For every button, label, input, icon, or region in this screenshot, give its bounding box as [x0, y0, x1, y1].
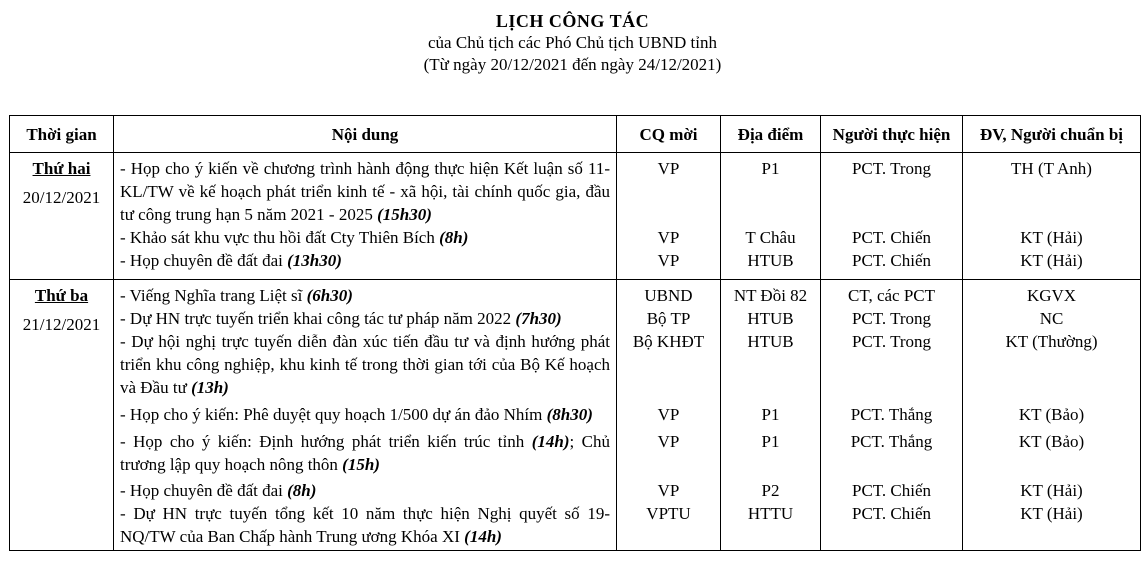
row-location: HTTU [721, 502, 821, 551]
row-preparer: TH (T Anh) [963, 153, 1141, 227]
table-row [10, 502, 1141, 551]
row-inviter: UBND [617, 279, 721, 307]
document-header [0, 10, 1145, 76]
row-location: HTUB [721, 307, 821, 330]
row-content: - Khảo sát khu vực thu hồi đất Cty Thiên Bích (8h) [114, 226, 617, 249]
row-inviter: Bộ TP [617, 307, 721, 330]
schedule-table [9, 115, 1141, 551]
column-header-time: Thời gian [10, 116, 114, 153]
column-header-location: Địa điểm [721, 116, 821, 153]
day-name: Thứ ba [34, 285, 89, 305]
table-row [10, 279, 1141, 307]
row-content: - Họp cho ý kiến về chương trình hành động thực hiện Kết luận số 11-KL/TW về kế hoạch phát triển kinh tế - xã hội, tài chính quốc gia, đầu tư công trung hạn 5 năm 2021 - 2025 (15h30) [114, 153, 617, 227]
day-date: 20/12/2021 [22, 188, 101, 207]
table-row [10, 399, 1141, 426]
row-location: HTUB [721, 249, 821, 279]
row-performer: PCT. Trong [821, 307, 963, 330]
row-location: HTUB [721, 330, 821, 399]
row-content: - Họp chuyên đề đất đai (13h30) [114, 249, 617, 279]
row-content: - Dự hội nghị trực tuyến diễn đàn xúc tiến đầu tư và định hướng phát triển khu công nghiệp, khu kinh tế trong thời gian tới của Bộ Kế hoạch và Đầu tư (13h) [114, 330, 617, 399]
table-header-row [10, 116, 1141, 153]
row-performer: PCT. Chiến [821, 502, 963, 551]
row-preparer: NC [963, 307, 1141, 330]
row-preparer: KGVX [963, 279, 1141, 307]
row-location: P2 [721, 476, 821, 502]
table-row [10, 307, 1141, 330]
row-location: P1 [721, 426, 821, 476]
column-header-performer: Người thực hiện [821, 116, 963, 153]
row-location: P1 [721, 153, 821, 227]
row-inviter: VPTU [617, 502, 721, 551]
row-preparer: KT (Hải) [963, 249, 1141, 279]
row-inviter: VP [617, 226, 721, 249]
row-performer: PCT. Trong [821, 330, 963, 399]
table-row [10, 426, 1141, 476]
day-cell [10, 279, 114, 550]
table-row [10, 226, 1141, 249]
row-content: - Dự HN trực tuyến tổng kết 10 năm thực hiện Nghị quyết số 19-NQ/TW của Ban Chấp hành Trung ương Khóa XI (14h) [114, 502, 617, 551]
table-row [10, 153, 1141, 227]
row-location: T Châu [721, 226, 821, 249]
row-performer: PCT. Chiến [821, 249, 963, 279]
column-header-preparer: ĐV, Người chuẩn bị [963, 116, 1141, 153]
table-row [10, 476, 1141, 502]
day-name: Thứ hai [32, 159, 91, 178]
row-preparer: KT (Hải) [963, 226, 1141, 249]
row-performer: PCT. Chiến [821, 476, 963, 502]
row-inviter: Bộ KHĐT [617, 330, 721, 399]
date-range: (Từ ngày 20/12/2021 đến ngày 24/12/2021) [423, 55, 722, 74]
document-subtitle: của Chủ tịch các Phó Chủ tịch UBND tỉnh [428, 33, 717, 52]
row-content: - Họp cho ý kiến: Phê duyệt quy hoạch 1/500 dự án đảo Nhím (8h30) [114, 399, 617, 426]
row-inviter: VP [617, 249, 721, 279]
row-inviter: VP [617, 476, 721, 502]
column-header-content: Nội dung [114, 116, 617, 153]
row-content: - Họp cho ý kiến: Định hướng phát triển kiến trúc tỉnh (14h); Chủ trương lập quy hoạch nông thôn (15h) [114, 426, 617, 476]
row-performer: CT, các PCT [821, 279, 963, 307]
table-row [10, 249, 1141, 279]
day-date: 21/12/2021 [22, 314, 101, 334]
row-content: - Dự HN trực tuyến triển khai công tác tư pháp năm 2022 (7h30) [114, 307, 617, 330]
row-inviter: VP [617, 153, 721, 227]
row-location: NT Đồi 82 [721, 279, 821, 307]
row-content: - Họp chuyên đề đất đai (8h) [114, 476, 617, 502]
document-title: LỊCH CÔNG TÁC [495, 11, 650, 31]
row-performer: PCT. Trong [821, 153, 963, 227]
row-performer: PCT. Chiến [821, 226, 963, 249]
row-inviter: VP [617, 399, 721, 426]
row-location: P1 [721, 399, 821, 426]
table-row [10, 330, 1141, 399]
row-preparer: KT (Hải) [963, 502, 1141, 551]
day-cell [10, 153, 114, 280]
column-header-inviter: CQ mời [617, 116, 721, 153]
row-performer: PCT. Thắng [821, 399, 963, 426]
row-performer: PCT. Thắng [821, 426, 963, 476]
row-preparer: KT (Bảo) [963, 399, 1141, 426]
row-preparer: KT (Bảo) [963, 426, 1141, 476]
row-preparer: KT (Thường) [963, 330, 1141, 399]
row-content: - Viếng Nghĩa trang Liệt sĩ (6h30) [114, 279, 617, 307]
row-preparer: KT (Hải) [963, 476, 1141, 502]
row-inviter: VP [617, 426, 721, 476]
